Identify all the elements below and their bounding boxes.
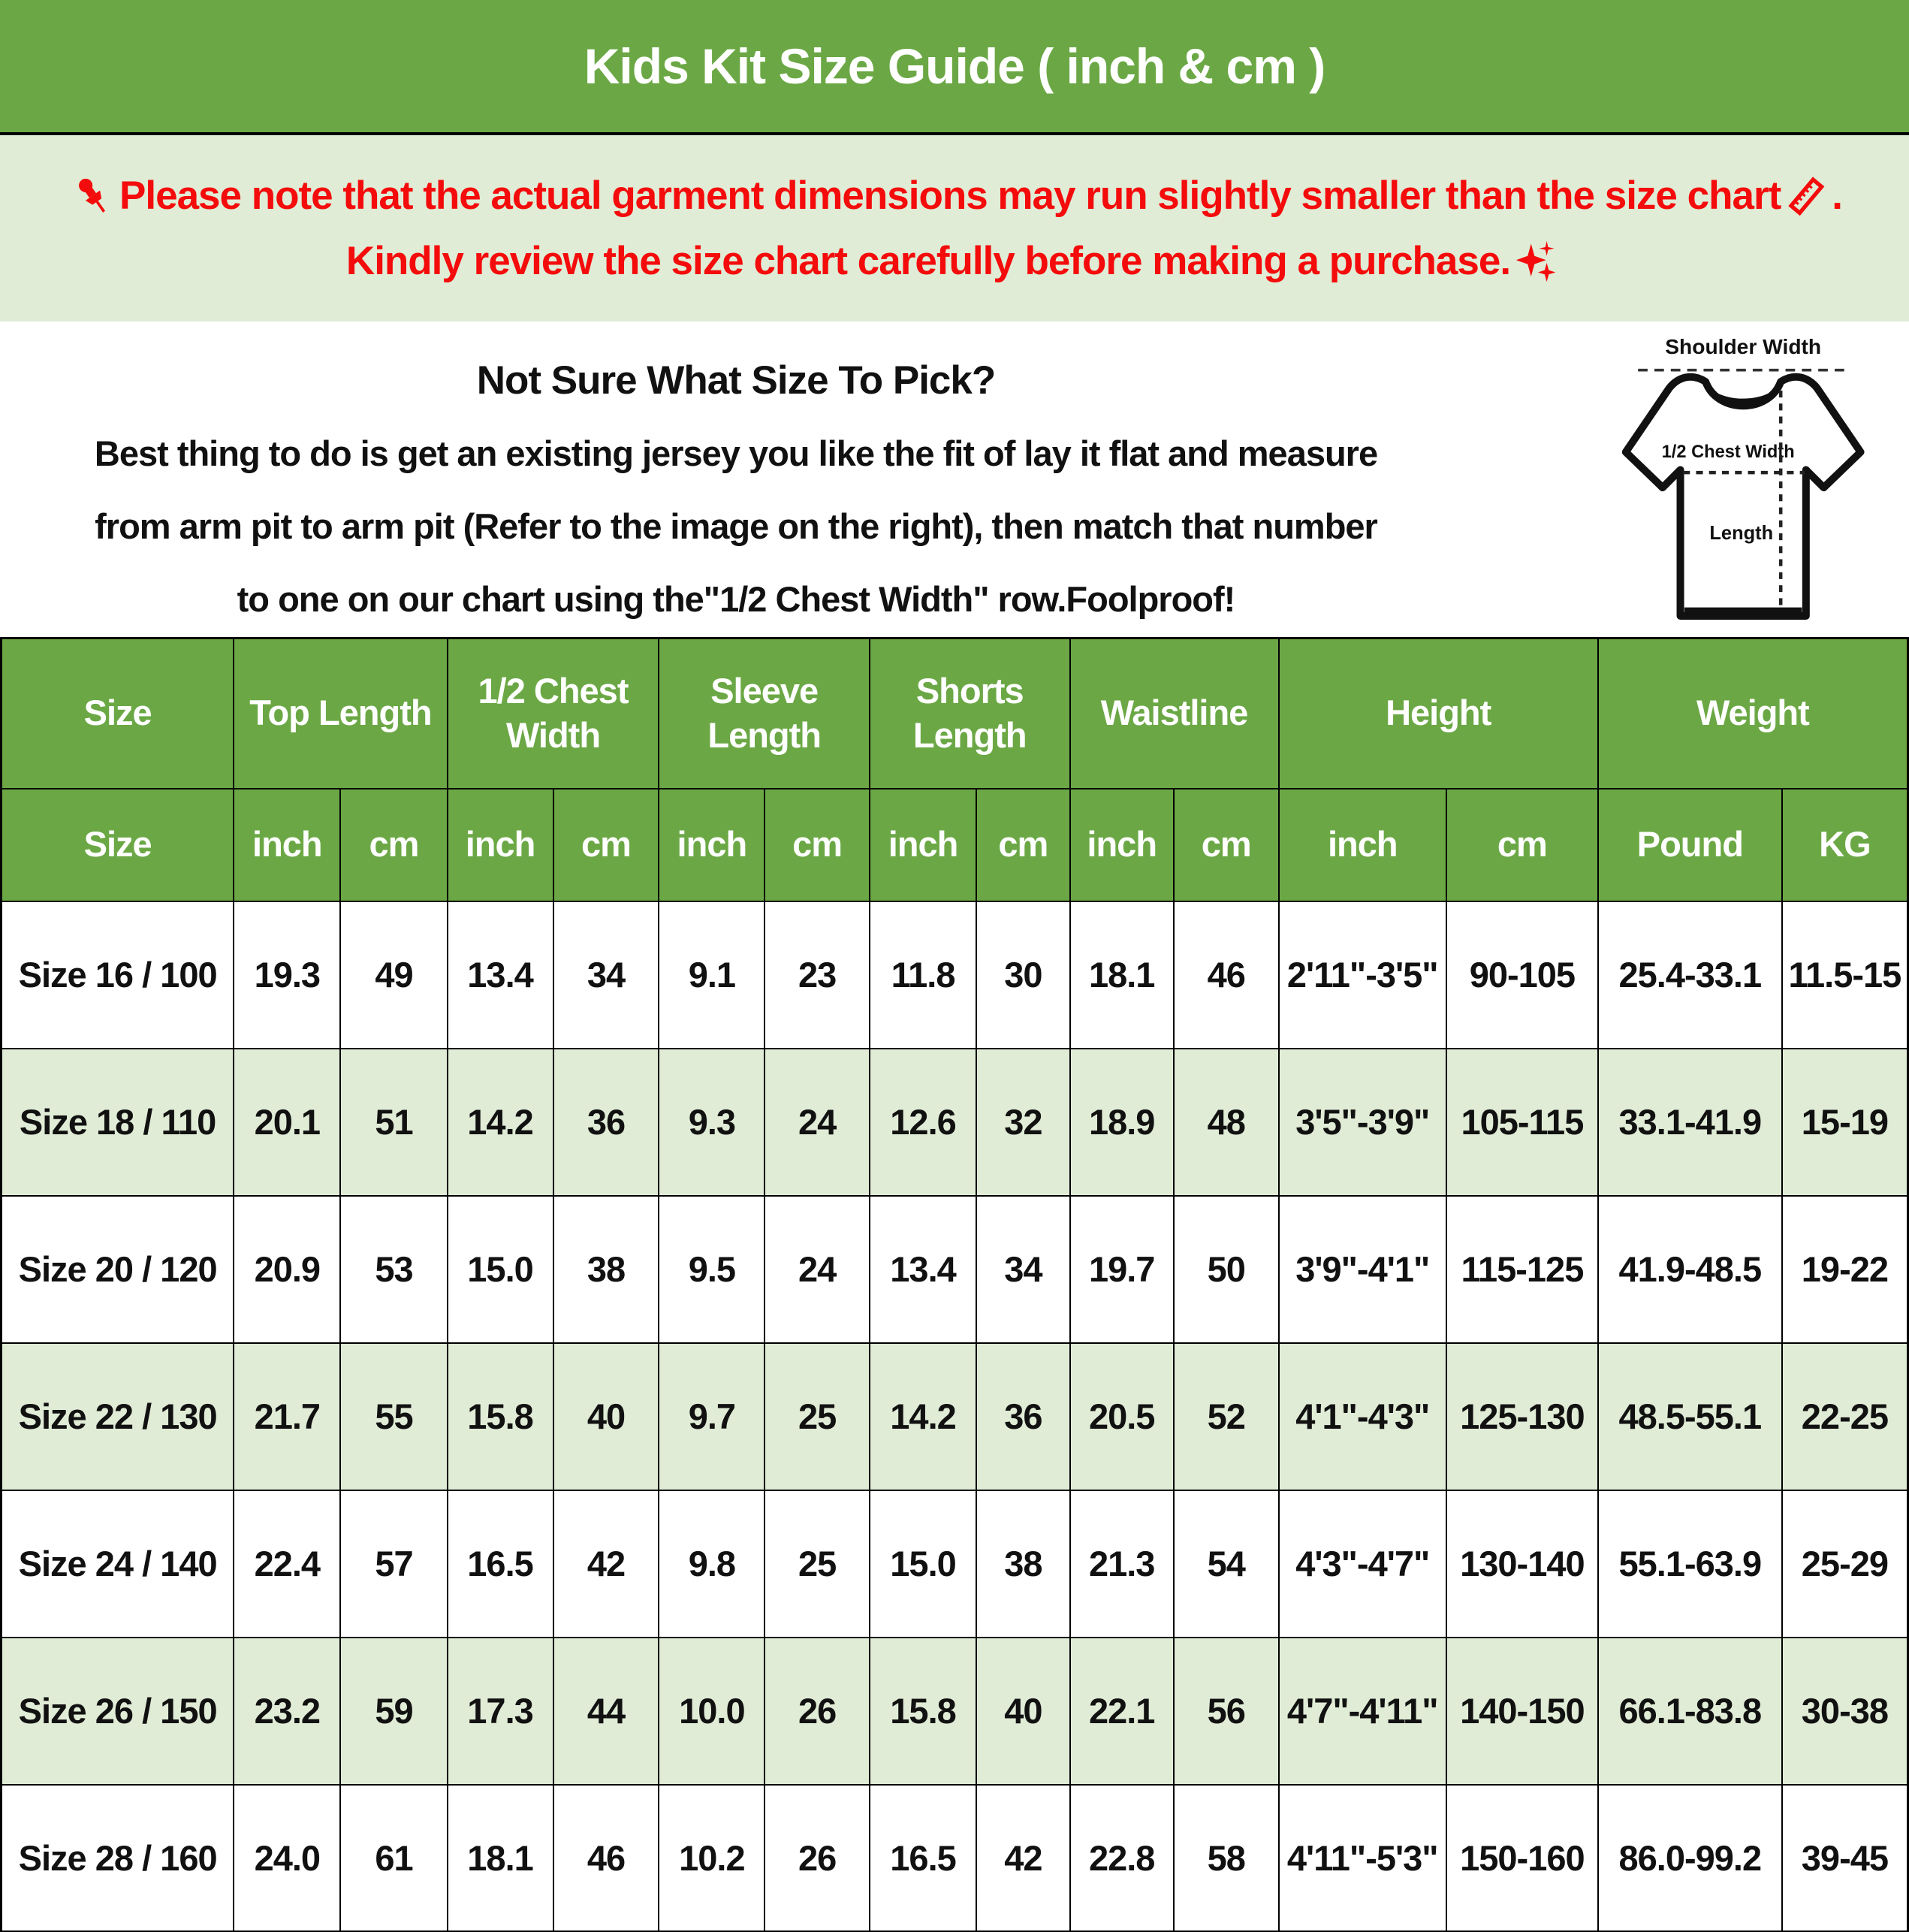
cell: 9.8	[659, 1490, 765, 1638]
cell: 18.1	[1070, 901, 1174, 1049]
cell: 15-19	[1782, 1049, 1908, 1196]
cell: 25.4-33.1	[1598, 901, 1782, 1049]
header-shorts-length: Shorts Length	[870, 638, 1070, 789]
header-size: Size	[2, 638, 234, 789]
cell: 33.1-41.9	[1598, 1049, 1782, 1196]
cell: 36	[553, 1049, 659, 1196]
cell: 24	[765, 1196, 870, 1343]
cell-size: Size 28 / 160	[2, 1785, 234, 1932]
cell: 105-115	[1446, 1049, 1598, 1196]
cell: 4'11"-5'3"	[1279, 1785, 1446, 1932]
size-chart-table	[0, 637, 1909, 1932]
unit-sleeve-cm: cm	[765, 789, 870, 901]
unit-top-length-cm: cm	[340, 789, 447, 901]
cell: 25	[765, 1343, 870, 1490]
notice-text-2: Kindly review the size chart carefully before making a purchase.	[345, 239, 1511, 283]
cell: 15.8	[448, 1343, 553, 1490]
tshirt-outline	[1626, 377, 1861, 616]
header-half-chest-width: 1/2 Chest Width	[448, 638, 659, 789]
cell: 30-38	[1782, 1638, 1908, 1785]
cell: 115-125	[1446, 1196, 1598, 1343]
cell: 14.2	[448, 1049, 553, 1196]
cell: 9.7	[659, 1343, 765, 1490]
cell: 53	[340, 1196, 447, 1343]
cell: 11.8	[870, 901, 976, 1049]
cell: 13.4	[448, 901, 553, 1049]
cell: 34	[553, 901, 659, 1049]
cell: 25	[765, 1490, 870, 1638]
fit-guide-text	[0, 344, 1472, 635]
cell-size: Size 16 / 100	[2, 901, 234, 1049]
cell: 19.3	[234, 901, 340, 1049]
unit-waist-inch: inch	[1070, 789, 1174, 901]
table-row-size-24	[2, 1490, 1908, 1638]
cell: 26	[765, 1785, 870, 1932]
page-title: Kids Kit Size Guide ( inch & cm )	[584, 38, 1325, 94]
notice-text-1: Please note that the actual garment dimensions may run slightly smaller than the size chart	[119, 174, 1781, 218]
cell: 4'3"-4'7"	[1279, 1490, 1446, 1638]
cell: 21.7	[234, 1343, 340, 1490]
ruler-icon	[1785, 175, 1827, 217]
unit-chest-cm: cm	[553, 789, 659, 901]
cell: 2'11"-3'5"	[1279, 901, 1446, 1049]
cell: 19-22	[1782, 1196, 1908, 1343]
cell: 10.2	[659, 1785, 765, 1932]
cell: 48	[1174, 1049, 1279, 1196]
cell: 42	[976, 1785, 1069, 1932]
cell: 22-25	[1782, 1343, 1908, 1490]
cell: 42	[553, 1490, 659, 1638]
table-row-size-26	[2, 1638, 1908, 1785]
table-row-size-20	[2, 1196, 1908, 1343]
unit-height-cm: cm	[1446, 789, 1598, 901]
cell: 58	[1174, 1785, 1279, 1932]
table-row-size-28	[2, 1785, 1908, 1932]
cell: 38	[553, 1196, 659, 1343]
cell: 11.5-15	[1782, 901, 1908, 1049]
cell: 21.3	[1070, 1490, 1174, 1638]
cell: 4'1"-4'3"	[1279, 1343, 1446, 1490]
cell: 130-140	[1446, 1490, 1598, 1638]
cell: 36	[976, 1343, 1069, 1490]
cell-size: Size 24 / 140	[2, 1490, 234, 1638]
unit-chest-inch: inch	[448, 789, 553, 901]
cell: 10.0	[659, 1638, 765, 1785]
cell: 15.0	[870, 1490, 976, 1638]
cell: 44	[553, 1638, 659, 1785]
cell: 150-160	[1446, 1785, 1598, 1932]
cell: 86.0-99.2	[1598, 1785, 1782, 1932]
cell: 20.1	[234, 1049, 340, 1196]
title-banner	[0, 0, 1909, 135]
header-top-length: Top Length	[234, 638, 447, 789]
cell: 26	[765, 1638, 870, 1785]
cell: 90-105	[1446, 901, 1598, 1049]
table-row-size-22	[2, 1343, 1908, 1490]
unit-top-length-inch: inch	[234, 789, 340, 901]
unit-height-inch: inch	[1279, 789, 1446, 901]
header-row	[2, 638, 1908, 789]
header-sleeve-length: Sleeve Length	[659, 638, 870, 789]
cell: 125-130	[1446, 1343, 1598, 1490]
cell: 13.4	[870, 1196, 976, 1343]
notice-section	[0, 135, 1909, 321]
length-label: Length	[1709, 523, 1774, 545]
unit-weight-pound: Pound	[1598, 789, 1782, 901]
cell: 3'5"-3'9"	[1279, 1049, 1446, 1196]
cell: 9.1	[659, 901, 765, 1049]
cell-size: Size 22 / 130	[2, 1343, 234, 1490]
header-weight: Weight	[1598, 638, 1908, 789]
cell: 48.5-55.1	[1598, 1343, 1782, 1490]
unit-sleeve-inch: inch	[659, 789, 765, 901]
cell: 19.7	[1070, 1196, 1174, 1343]
header-height: Height	[1279, 638, 1598, 789]
fit-guide-line-1: Best thing to do is get an existing jersey you like the fit of lay it flat and measure	[94, 433, 1378, 473]
cell: 30	[976, 901, 1069, 1049]
cell: 22.8	[1070, 1785, 1174, 1932]
cell: 20.9	[234, 1196, 340, 1343]
cell: 140-150	[1446, 1638, 1598, 1785]
cell: 4'7"-4'11"	[1279, 1638, 1446, 1785]
cell: 16.5	[870, 1785, 976, 1932]
fit-guide-section	[0, 321, 1909, 637]
cell-size: Size 18 / 110	[2, 1049, 234, 1196]
table-row-size-16	[2, 901, 1908, 1049]
cell: 39-45	[1782, 1785, 1908, 1932]
cell: 9.5	[659, 1196, 765, 1343]
cell: 23.2	[234, 1638, 340, 1785]
cell: 24	[765, 1049, 870, 1196]
fit-guide-heading: Not Sure What Size To Pick?	[476, 358, 996, 403]
cell: 12.6	[870, 1049, 976, 1196]
cell: 32	[976, 1049, 1069, 1196]
pushpin-icon	[71, 174, 115, 218]
tshirt-measurement-diagram	[1576, 331, 1883, 631]
cell: 59	[340, 1638, 447, 1785]
cell: 50	[1174, 1196, 1279, 1343]
cell: 55.1-63.9	[1598, 1490, 1782, 1638]
cell: 66.1-83.8	[1598, 1638, 1782, 1785]
cell-size: Size 26 / 150	[2, 1638, 234, 1785]
cell: 23	[765, 901, 870, 1049]
fit-guide-line-3: to one on our chart using the"1/2 Chest Width" row.Foolproof!	[237, 579, 1235, 619]
cell: 57	[340, 1490, 447, 1638]
shoulder-width-label: Shoulder Width	[1665, 334, 1822, 358]
cell: 14.2	[870, 1343, 976, 1490]
cell: 3'9"-4'1"	[1279, 1196, 1446, 1343]
cell: 52	[1174, 1343, 1279, 1490]
cell: 49	[340, 901, 447, 1049]
units-row	[2, 789, 1908, 901]
cell: 46	[1174, 901, 1279, 1049]
cell: 40	[976, 1638, 1069, 1785]
fit-guide-line-2: from arm pit to arm pit (Refer to the image on the right), then match that number	[95, 506, 1377, 546]
cell: 34	[976, 1196, 1069, 1343]
cell: 46	[553, 1785, 659, 1932]
half-chest-width-label: 1/2 Chest Width	[1661, 442, 1795, 463]
table-row-size-18	[2, 1049, 1908, 1196]
cell: 22.4	[234, 1490, 340, 1638]
unit-shorts-inch: inch	[870, 789, 976, 901]
cell: 22.1	[1070, 1638, 1174, 1785]
notice-suffix-1: .	[1832, 174, 1842, 218]
cell: 55	[340, 1343, 447, 1490]
cell: 15.0	[448, 1196, 553, 1343]
cell: 61	[340, 1785, 447, 1932]
sparkles-icon	[1515, 240, 1558, 283]
cell: 54	[1174, 1490, 1279, 1638]
cell: 18.1	[448, 1785, 553, 1932]
unit-weight-kg: KG	[1782, 789, 1908, 901]
cell: 56	[1174, 1638, 1279, 1785]
unit-shorts-cm: cm	[976, 789, 1069, 901]
cell: 15.8	[870, 1638, 976, 1785]
unit-waist-cm: cm	[1174, 789, 1279, 901]
cell: 17.3	[448, 1638, 553, 1785]
unit-size: Size	[2, 789, 234, 901]
cell-size: Size 20 / 120	[2, 1196, 234, 1343]
cell: 16.5	[448, 1490, 553, 1638]
cell: 40	[553, 1343, 659, 1490]
notice-line-1	[67, 173, 1842, 219]
cell: 20.5	[1070, 1343, 1174, 1490]
cell: 25-29	[1782, 1490, 1908, 1638]
cell: 18.9	[1070, 1049, 1174, 1196]
cell: 24.0	[234, 1785, 340, 1932]
header-waistline: Waistline	[1070, 638, 1279, 789]
cell: 38	[976, 1490, 1069, 1638]
cell: 41.9-48.5	[1598, 1196, 1782, 1343]
cell: 9.3	[659, 1049, 765, 1196]
cell: 51	[340, 1049, 447, 1196]
notice-line-2	[346, 238, 1563, 284]
